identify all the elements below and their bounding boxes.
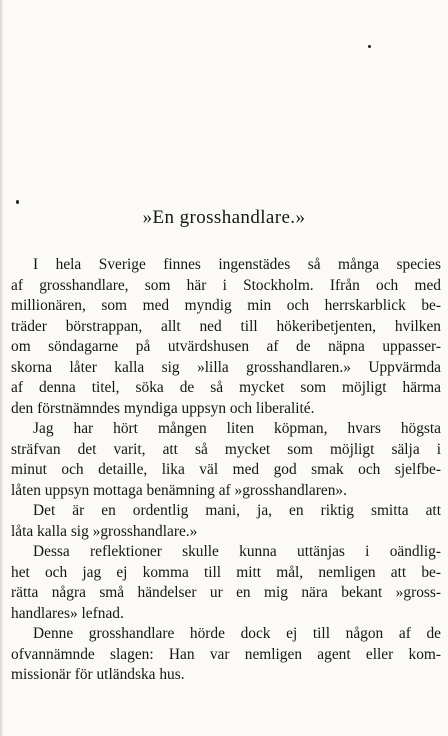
text-line: rätta några små händelser ur en mig nära bekant »gross-	[11, 584, 441, 601]
text-line: minut och detaille, lika väl med god smak och sjelfbe-	[11, 461, 441, 478]
text-line: Jag har hört mången liten köpman, hvars högsta	[33, 420, 441, 437]
text-line: sträfvan det varit, att så mycket som möjligt sälja i	[11, 440, 441, 458]
text-line: Denne grosshandlare hörde dock ej till någon af de	[33, 625, 441, 642]
page-edge-shadow	[0, 0, 4, 736]
text-line: låta kalla sig »grosshandlare.»	[11, 522, 198, 540]
text-line: Dessa reflektioner skulle kunna uttänjas i oändlig-	[33, 543, 441, 560]
text-line: den förstnämndes myndiga uppsyn och liberalité.	[11, 399, 315, 417]
text-line: millionären, som med myndig min och herrskarblick be-	[11, 297, 441, 314]
ink-speck	[16, 200, 19, 204]
ink-speck	[368, 45, 371, 48]
text-line: skorna låter kalla sig »lilla grosshandlaren.» Uppvärmda	[11, 358, 441, 376]
text-line: het och jag ej komma till mitt mål, nemligen att be-	[11, 563, 441, 581]
text-line: I hela Sverige finnes ingenstädes så många species	[33, 256, 441, 273]
chapter-heading: »En grosshandlare.»	[142, 207, 306, 228]
text-line: missionär för utländska hus.	[11, 666, 185, 683]
body-text	[11, 255, 441, 686]
text-line: af grosshandlare, som här i Stockholm. Ifrån och med	[11, 276, 441, 294]
text-line: om söndagarne på utvärdshusen af de näpna uppasser-	[11, 338, 441, 355]
text-line: af denna titel, söka de så mycket som möjligt härma	[11, 379, 441, 396]
text-line: träder börstrappan, allt ned till hökeribetjenten, hvilken	[11, 317, 441, 335]
text-line: Det är en ordentlig mani, ja, en riktig smitta att	[33, 502, 441, 519]
text-line: ofvannämnde slagen: Han var nemligen agent eller kom-	[11, 645, 441, 663]
text-line: låten uppsyn mottaga benämning af »grosshandlaren».	[11, 481, 347, 499]
text-line: handlares» lefnad.	[11, 604, 124, 622]
